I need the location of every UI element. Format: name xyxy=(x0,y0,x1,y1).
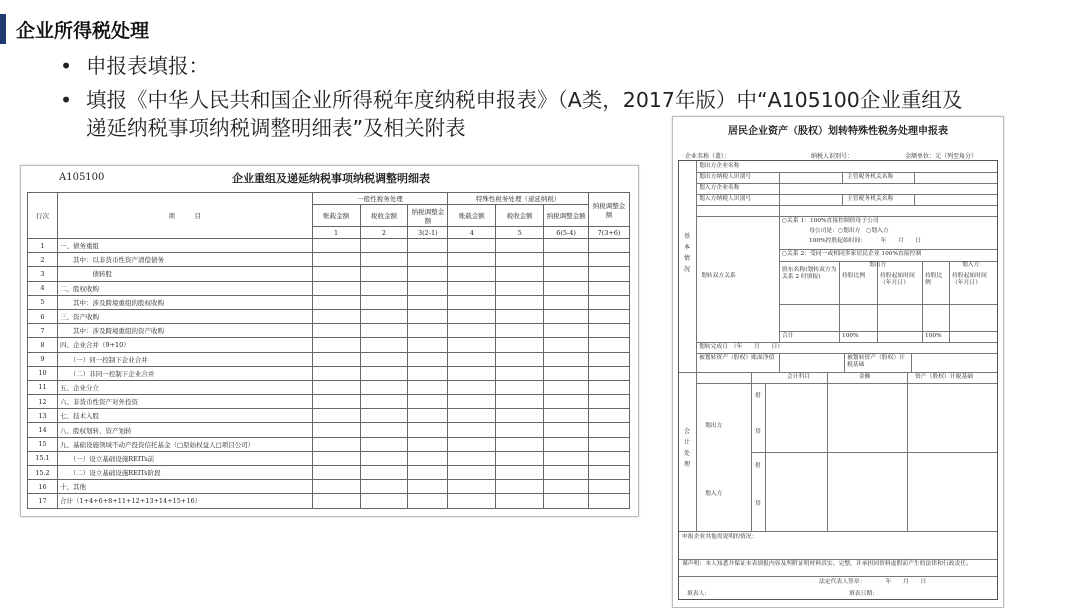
value-cell xyxy=(496,253,544,267)
label-filler: 填表人： xyxy=(687,591,711,597)
value-cell xyxy=(312,309,360,323)
value-cell xyxy=(408,295,448,309)
table-header-row xyxy=(28,193,630,205)
label-legal-rep: 法定代表人签章： 年 月 日 xyxy=(819,579,927,585)
value-cell xyxy=(312,380,360,394)
value-cell xyxy=(408,437,448,451)
value-cell xyxy=(544,352,589,366)
label-other: 申报企业其他需说明的情况： xyxy=(682,534,758,540)
section-accounting-label: 会计处理 xyxy=(683,428,690,468)
table-title: 企业重组及递延纳税事项纳税调整明细表 xyxy=(232,172,430,185)
label-holding-ratio-in: 持股比例 xyxy=(925,273,943,286)
label-complete-date: 划转完成日 （年 月 日） xyxy=(699,344,784,350)
label-net-book: 被划转资产（股权）账面净值 xyxy=(699,355,775,361)
row-label: 九、基础设施领域不动产投资信托基金（□原始权益人□项目公司） xyxy=(57,437,312,451)
label-in-party: 划入方 xyxy=(962,262,980,268)
value-cell xyxy=(496,267,544,281)
value-cell xyxy=(448,466,496,480)
value-cell xyxy=(544,281,589,295)
value-cell xyxy=(408,253,448,267)
value-cell xyxy=(312,451,360,465)
value-cell xyxy=(448,409,496,423)
bullet-item xyxy=(60,52,980,80)
form-unit-label: 金额单位：元（列至角分） xyxy=(905,153,978,160)
row-number: 1 xyxy=(28,239,58,253)
form-company-label: 企业名称（盖）： xyxy=(685,153,731,160)
column-number: 2 xyxy=(360,227,408,239)
value-cell xyxy=(408,451,448,465)
value-cell xyxy=(589,380,630,394)
label-relation: 划转双方关系 xyxy=(701,273,736,279)
bullet-dot-icon: • xyxy=(60,88,73,112)
value-cell xyxy=(312,395,360,409)
value-cell xyxy=(408,309,448,323)
value-cell xyxy=(589,409,630,423)
value-cell xyxy=(408,423,448,437)
label-out-name: 划出方企业名称 xyxy=(699,163,740,169)
value-cell xyxy=(589,267,630,281)
label-fill-date: 填表日期： xyxy=(849,591,878,597)
label-out-id: 划出方纳税人识别号 xyxy=(699,174,752,180)
value-cell xyxy=(496,352,544,366)
value-cell xyxy=(360,352,408,366)
value-cell xyxy=(360,281,408,295)
label-in-id: 划入方纳税人识别号 xyxy=(699,196,752,202)
header-row-no: 行次 xyxy=(28,193,58,239)
value-cell xyxy=(312,480,360,494)
label-credit-in: 贷 xyxy=(755,501,761,507)
row-number: 13 xyxy=(28,409,58,423)
table-row xyxy=(28,494,630,508)
value-cell xyxy=(448,239,496,253)
row-number: 2 xyxy=(28,253,58,267)
value-cell xyxy=(448,253,496,267)
row-label: 一、债务重组 xyxy=(57,239,312,253)
value-cell xyxy=(360,395,408,409)
value-cell xyxy=(448,437,496,451)
value-cell xyxy=(496,494,544,508)
table-row xyxy=(28,324,630,338)
label-holding-ratio-out: 持股比例 xyxy=(842,273,866,279)
value-cell xyxy=(448,395,496,409)
label-holding-start-in: 持股起始时间（年月日） xyxy=(952,273,987,286)
value-cell xyxy=(312,409,360,423)
subheader-cell: 税收金额 xyxy=(496,205,544,227)
row-label: 其中：以非货币性资产清偿债务 xyxy=(57,253,312,267)
value-cell xyxy=(360,480,408,494)
value-cell xyxy=(312,466,360,480)
value-cell xyxy=(312,494,360,508)
value-cell xyxy=(312,423,360,437)
header-adjust: 纳税调整金额 xyxy=(589,193,630,227)
value-cell xyxy=(312,324,360,338)
value-cell xyxy=(544,309,589,323)
adjustment-table xyxy=(27,192,630,509)
value-cell xyxy=(589,366,630,380)
value-cell xyxy=(544,295,589,309)
value-cell xyxy=(589,309,630,323)
value-cell xyxy=(360,309,408,323)
value-cell xyxy=(408,352,448,366)
table-row xyxy=(28,451,630,465)
label-acct-subject: 会计科目 xyxy=(787,374,811,380)
row-number: 15.1 xyxy=(28,451,58,465)
row-label: （二）非同一控制下企业合并 xyxy=(57,366,312,380)
value-cell xyxy=(312,239,360,253)
table-row xyxy=(28,466,630,480)
row-number: 17 xyxy=(28,494,58,508)
value-cell xyxy=(544,423,589,437)
row-number: 12 xyxy=(28,395,58,409)
value-cell xyxy=(448,451,496,465)
value-cell xyxy=(496,281,544,295)
value-cell xyxy=(312,281,360,295)
label-out-party: 划出方 xyxy=(869,262,887,268)
row-label: 其中：涉及跨境重组的股权收购 xyxy=(57,295,312,309)
value-cell xyxy=(544,451,589,465)
column-number: 3(2-1) xyxy=(408,227,448,239)
row-number: 8 xyxy=(28,338,58,352)
title-accent-bar xyxy=(0,14,6,44)
value-cell xyxy=(360,239,408,253)
label-in-name: 划入方企业名称 xyxy=(699,185,740,191)
label-pct-out: 100% xyxy=(842,333,859,339)
table-row xyxy=(28,267,630,281)
value-cell xyxy=(448,324,496,338)
a105100-table-image xyxy=(20,165,639,517)
row-number: 11 xyxy=(28,380,58,394)
row-label: 七、技术入股 xyxy=(57,409,312,423)
value-cell xyxy=(544,253,589,267)
value-cell xyxy=(312,253,360,267)
row-label: 合计（1+4+6+8+11+12+13+14+15+16） xyxy=(57,494,312,508)
value-cell xyxy=(448,338,496,352)
form-title: 居民企业资产（股权）划转特殊性税务处理申报表 xyxy=(728,126,948,137)
label-in-authority: 主管税务机关名称 xyxy=(847,196,894,202)
value-cell xyxy=(408,380,448,394)
value-cell xyxy=(544,437,589,451)
value-cell xyxy=(544,409,589,423)
value-cell xyxy=(544,494,589,508)
row-number: 10 xyxy=(28,366,58,380)
value-cell xyxy=(496,395,544,409)
value-cell xyxy=(360,295,408,309)
value-cell xyxy=(589,466,630,480)
slide-title: 企业所得税处理 xyxy=(16,20,150,42)
value-cell xyxy=(589,295,630,309)
value-cell xyxy=(360,437,408,451)
subheader-cell: 账载金额 xyxy=(448,205,496,227)
label-rel1-date: 100%控股起始时间： 年 月 日 xyxy=(809,238,922,244)
row-number: 7 xyxy=(28,324,58,338)
value-cell xyxy=(589,494,630,508)
value-cell xyxy=(360,253,408,267)
row-label: 三、资产收购 xyxy=(57,309,312,323)
table-row xyxy=(28,338,630,352)
value-cell xyxy=(360,409,408,423)
value-cell xyxy=(589,253,630,267)
column-number: 1 xyxy=(312,227,360,239)
row-number: 6 xyxy=(28,309,58,323)
value-cell xyxy=(360,466,408,480)
value-cell xyxy=(496,423,544,437)
value-cell xyxy=(360,494,408,508)
label-out-authority: 主管税务机关名称 xyxy=(847,174,894,180)
row-label: 四、企业合并（9+10） xyxy=(57,338,312,352)
row-label: （二）设立基础设施REITs阶段 xyxy=(57,466,312,480)
row-number: 4 xyxy=(28,281,58,295)
value-cell xyxy=(496,480,544,494)
value-cell xyxy=(360,451,408,465)
subheader-cell: 纳税调整金额 xyxy=(408,205,448,227)
label-debit-out: 借 xyxy=(755,393,761,399)
value-cell xyxy=(312,352,360,366)
value-cell xyxy=(496,380,544,394)
row-number: 15 xyxy=(28,437,58,451)
value-cell xyxy=(360,366,408,380)
label-debit-in: 借 xyxy=(755,463,761,469)
value-cell xyxy=(408,281,448,295)
value-cell xyxy=(589,423,630,437)
form-taxid-label: 纳税人识别号： xyxy=(811,153,854,160)
header-item: 项 目 xyxy=(57,193,312,239)
value-cell xyxy=(448,366,496,380)
value-cell xyxy=(312,267,360,281)
value-cell xyxy=(408,494,448,508)
bullet-dot-icon: • xyxy=(60,54,73,78)
value-cell xyxy=(589,437,630,451)
value-cell xyxy=(589,324,630,338)
value-cell xyxy=(496,409,544,423)
value-cell xyxy=(544,466,589,480)
table-row xyxy=(28,366,630,380)
label-tax-basis-short: 资产（股权）计税基础 xyxy=(915,374,973,380)
value-cell xyxy=(496,324,544,338)
label-rel1-parent: 母公司是：○划出方 ○划入方 xyxy=(809,228,889,234)
table-row xyxy=(28,423,630,437)
value-cell xyxy=(496,338,544,352)
value-cell xyxy=(408,267,448,281)
value-cell xyxy=(544,395,589,409)
table-row xyxy=(28,409,630,423)
transfer-form-image xyxy=(672,116,1004,608)
value-cell xyxy=(544,480,589,494)
table-row xyxy=(28,480,630,494)
row-number: 15.2 xyxy=(28,466,58,480)
table-row xyxy=(28,239,630,253)
label-out-party-acct: 划出方 xyxy=(705,423,723,429)
value-cell xyxy=(496,466,544,480)
table-row xyxy=(28,309,630,323)
header-special: 特殊性税务处理（递延纳税） xyxy=(448,193,589,205)
value-cell xyxy=(448,281,496,295)
column-number: 7(3+6) xyxy=(589,227,630,239)
value-cell xyxy=(360,338,408,352)
value-cell xyxy=(312,295,360,309)
subheader-cell: 税收金额 xyxy=(360,205,408,227)
subheader-cell: 纳税调整金额 xyxy=(544,205,589,227)
value-cell xyxy=(496,295,544,309)
bullet-text: 申报表填报： xyxy=(86,54,209,78)
bullet-text: 填报《中华人民共和国企业所得税年度纳税申报表》（A类，2017年版）中“A105100企业重组及递延纳税事项纳税调整明细表”及相关附表 xyxy=(86,88,963,140)
value-cell xyxy=(408,466,448,480)
header-general: 一般性税务处理 xyxy=(312,193,448,205)
value-cell xyxy=(589,451,630,465)
table-row xyxy=(28,253,630,267)
label-total: 合计 xyxy=(782,333,794,339)
value-cell xyxy=(448,295,496,309)
value-cell xyxy=(589,281,630,295)
value-cell xyxy=(448,423,496,437)
table-row xyxy=(28,352,630,366)
table-row xyxy=(28,281,630,295)
value-cell xyxy=(360,324,408,338)
table-code: A105100 xyxy=(59,172,105,183)
value-cell xyxy=(448,309,496,323)
row-label: 其中：涉及跨境重组的资产收购 xyxy=(57,324,312,338)
row-label: （一）同一控制下企业合并 xyxy=(57,352,312,366)
row-label: 二、股权收购 xyxy=(57,281,312,295)
form-grid xyxy=(678,160,998,600)
value-cell xyxy=(544,338,589,352)
label-credit-out: 贷 xyxy=(755,429,761,435)
subheader-cell: 账载金额 xyxy=(312,205,360,227)
value-cell xyxy=(544,267,589,281)
value-cell xyxy=(589,352,630,366)
value-cell xyxy=(448,494,496,508)
value-cell xyxy=(408,338,448,352)
value-cell xyxy=(544,366,589,380)
value-cell xyxy=(544,380,589,394)
row-number: 16 xyxy=(28,480,58,494)
value-cell xyxy=(408,366,448,380)
row-label: 债转股 xyxy=(57,267,312,281)
section-basic-label: 基本情况 xyxy=(683,233,690,273)
row-number: 9 xyxy=(28,352,58,366)
row-label: 五、企业分立 xyxy=(57,380,312,394)
value-cell xyxy=(544,324,589,338)
table-row xyxy=(28,380,630,394)
column-number: 6(5-4) xyxy=(544,227,589,239)
value-cell xyxy=(408,395,448,409)
label-holding-start-out: 持股起始时间（年月日） xyxy=(880,273,915,286)
value-cell xyxy=(408,324,448,338)
label-declaration: 谨声明：本人知悉并保证本表填报内容及所附证明材料真实、完整，并承担因资料虚假而产生的法律和行政责任。 xyxy=(682,561,972,567)
label-tax-basis: 被划转资产（股权）计税基础 xyxy=(847,355,905,368)
value-cell xyxy=(589,480,630,494)
value-cell xyxy=(312,338,360,352)
row-number: 5 xyxy=(28,295,58,309)
label-rel1: ○关系 1：100%直接控制的母子公司 xyxy=(782,218,879,224)
value-cell xyxy=(496,366,544,380)
value-cell xyxy=(312,366,360,380)
row-number: 14 xyxy=(28,423,58,437)
label-amount: 金额 xyxy=(859,374,871,380)
label-pct-in: 100% xyxy=(925,333,942,339)
table-row xyxy=(28,295,630,309)
value-cell xyxy=(408,409,448,423)
value-cell xyxy=(408,480,448,494)
value-cell xyxy=(496,437,544,451)
row-label: 六、非货币性资产对外投资 xyxy=(57,395,312,409)
label-shareholder-name: 股东名称(划转双方为关系 2 时填报) xyxy=(782,267,837,280)
column-number: 5 xyxy=(496,227,544,239)
value-cell xyxy=(408,239,448,253)
row-label: （一）设立基础设施REITs前 xyxy=(57,451,312,465)
table-row xyxy=(28,437,630,451)
value-cell xyxy=(448,480,496,494)
value-cell xyxy=(496,451,544,465)
table-row xyxy=(28,395,630,409)
value-cell xyxy=(360,267,408,281)
value-cell xyxy=(589,239,630,253)
row-label: 十、其他 xyxy=(57,480,312,494)
value-cell xyxy=(312,437,360,451)
value-cell xyxy=(360,423,408,437)
row-number: 3 xyxy=(28,267,58,281)
value-cell xyxy=(448,267,496,281)
value-cell xyxy=(496,309,544,323)
value-cell xyxy=(448,380,496,394)
label-in-party-acct: 划入方 xyxy=(705,491,723,497)
column-number: 4 xyxy=(448,227,496,239)
value-cell xyxy=(448,352,496,366)
value-cell xyxy=(360,380,408,394)
value-cell xyxy=(496,239,544,253)
row-label: 八、股权划转、资产划转 xyxy=(57,423,312,437)
value-cell xyxy=(589,395,630,409)
value-cell xyxy=(544,239,589,253)
value-cell xyxy=(589,338,630,352)
label-rel2: ○关系 2：受同一或相同多家居民企业 100%直接控制 xyxy=(782,251,922,257)
